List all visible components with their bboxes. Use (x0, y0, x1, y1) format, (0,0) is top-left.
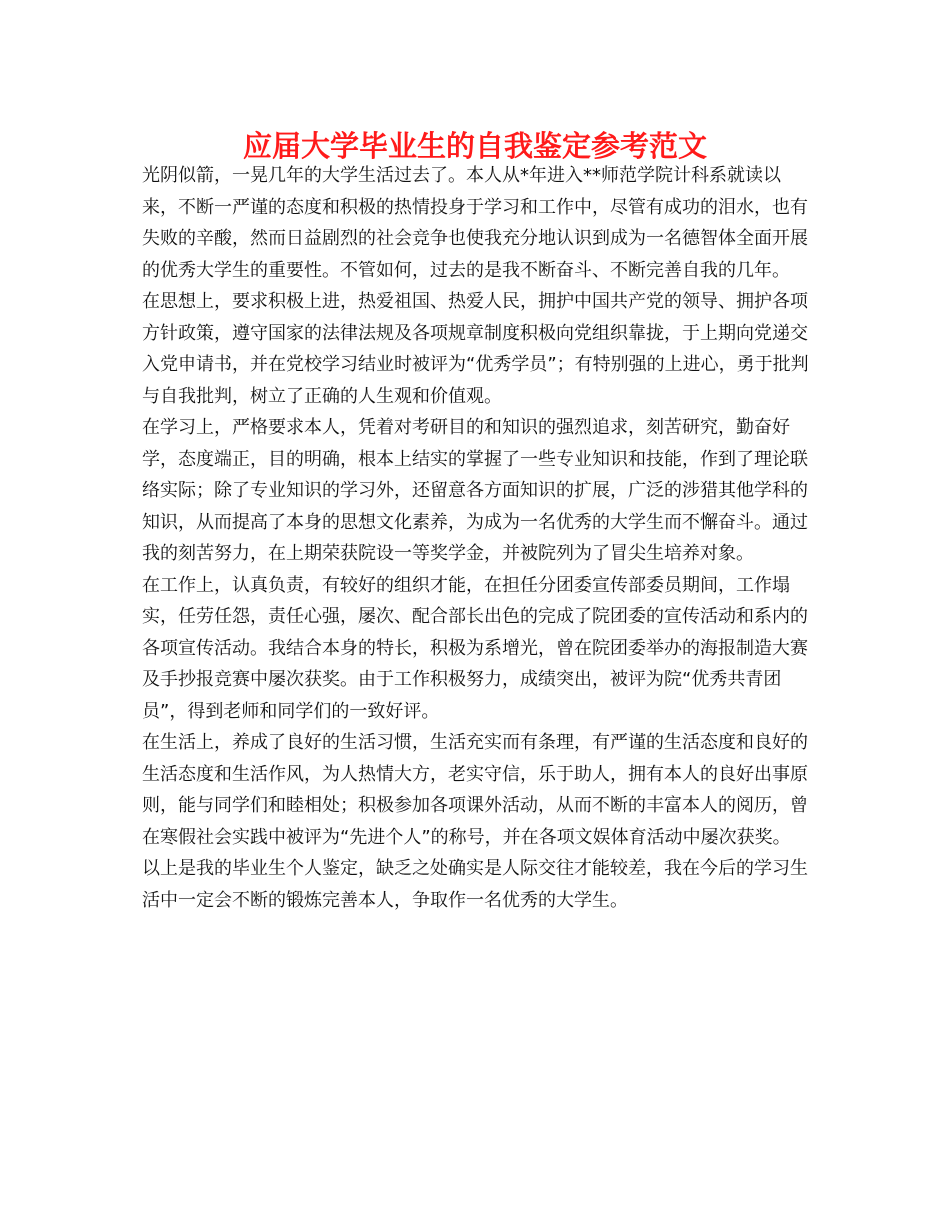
paragraph-work: 在工作上，认真负责，有较好的组织才能，在担任分团委宣传部委员期间，工作塌实，任劳任怨，责任心强，屡次、配合部长出色的完成了院团委的宣传活动和系内的各项宣传活动。我结合本身的特长，积极为系增光，曾在院团委举办的海报制造大赛及手抄报竞赛中屡次获奖。由于工作积极努力，成绩突出，被评为院“优秀共青团员”，得到老师和同学们的一致好评。 (142, 574, 808, 722)
paragraph-ideology: 在思想上，要求积极上进，热爱祖国、热爱人民，拥护中国共产党的领导、拥护各项方针政策，遵守国家的法律法规及各项规章制度积极向党组织靠拢，于上期向党递交入党申请书，并在党校学习结业时被评为“优秀学员”；有特别强的上进心，勇于批判与自我批判，树立了正确的人生观和价值观。 (142, 291, 809, 407)
paragraph-conclusion: 以上是我的毕业生个人鉴定，缺乏之处确实是人际交往才能较差，我在今后的学习生活中一定会不断的锻炼完善本人，争取作一名优秀的大学生。 (142, 858, 808, 911)
document-title: 应届大学毕业生的自我鉴定参考范文 (242, 129, 707, 163)
paragraph-study: 在学习上，严格要求本人，凭着对考研目的和知识的强烈追求，刻苦研究，勤奋好学，态度端正，目的明确，根本上结实的掌握了一些专业知识和技能，作到了理论联络实际；除了专业知识的学习外，还留意各方面知识的扩展，广泛的涉猎其他学科的知识，从而提高了本身的思想文化素养，为成为一名优秀的大学生而不懈奋斗。通过我的刻苦努力，在上期荣获院设一等奖学金，并被院列为了冒尖生培养对象。 (142, 417, 808, 564)
paragraph-life: 在生活上，养成了良好的生活习惯，生活充实而有条理，有严谨的生活态度和良好的生活态度和生活作风，为人热情大方，老实守信，乐于助人，拥有本人的良好出事原则，能与同学们和睦相处；积极参加各项课外活动，从而不断的丰富本人的阅历，曾在寒假社会实践中被评为“先进个人”的称号，并在各项文娱体育活动中屡次获奖。 (142, 732, 808, 848)
paragraph-intro: 光阴似箭，一晃几年的大学生活过去了。本人从*年进入**师范学院计科系就读以来，不断一严谨的态度和积极的热情投身于学习和工作中，尽管有成功的泪水，也有失败的辛酸，然而日益剧烈的社会竞争也使我充分地认识到成为一名德智体全面开展的优秀大学生的重要性。不管如何，过去的是我不断奋斗、不断完善自我的几年。 (142, 165, 808, 281)
document-body (142, 160, 810, 916)
